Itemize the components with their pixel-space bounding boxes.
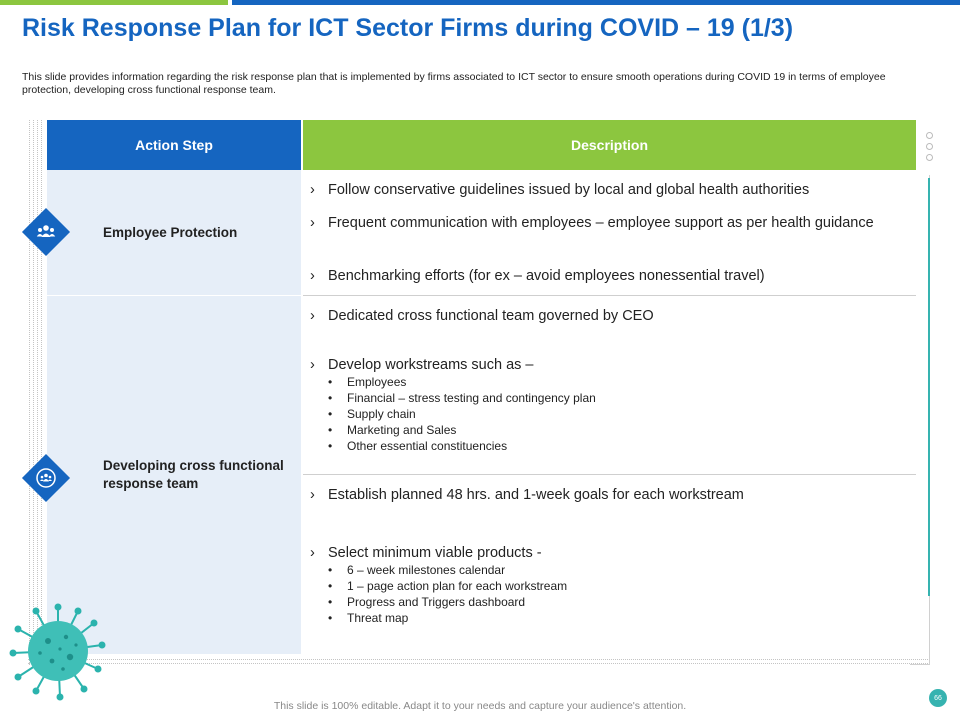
header-description: Description (303, 120, 916, 170)
accent-line (928, 178, 930, 596)
frame-line (28, 659, 928, 660)
decorative-circles (926, 132, 933, 165)
frame-line (41, 120, 42, 665)
row-divider (303, 295, 916, 296)
footer-note: This slide is 100% editable. Adapt it to your needs and capture your audience's attention. (273, 700, 687, 712)
team-circle-icon (34, 466, 58, 490)
page-title: Risk Response Plan for ICT Sector Firms during COVID – 19 (1/3) (22, 14, 794, 42)
sub-bullet: • Employees (328, 375, 407, 389)
frame-line (29, 120, 30, 665)
description-bullet: › Benchmarking efforts (for ex – avoid employees nonessential travel) (310, 268, 765, 284)
frame-line (37, 120, 38, 665)
top-accent-green (0, 0, 228, 5)
row-divider (303, 474, 916, 475)
frame-line (910, 664, 930, 665)
step-label-employee-protection: Employee Protection (103, 225, 238, 240)
sub-bullet: • Financial – stress testing and contingency plan (328, 391, 596, 405)
sub-bullet: • 6 – week milestones calendar (328, 563, 506, 577)
frame-line (28, 663, 928, 664)
frame-line (33, 120, 34, 665)
sub-bullet: • Marketing and Sales (328, 423, 457, 437)
sub-bullet: • 1 – page action plan for each workstream (328, 579, 568, 593)
top-accent-blue (232, 0, 960, 5)
people-icon (34, 220, 58, 244)
description-bullet: › Frequent communication with employees – employee support as per health guidance (310, 215, 874, 231)
description-bullet: › Dedicated cross functional team governed by CEO (310, 308, 654, 324)
description-bullet: › Follow conservative guidelines issued by local and global health authorities (310, 182, 810, 198)
description-bullet: › Develop workstreams such as – (310, 357, 534, 373)
sub-bullet: • Supply chain (328, 407, 416, 421)
page-number-badge: 66 (929, 689, 947, 707)
sub-bullet-list (328, 374, 596, 454)
sub-bullet: • Other essential constituencies (328, 439, 508, 453)
step-label-cross-functional-team: Developing cross functional response team (103, 458, 284, 491)
sub-bullet: • Threat map (328, 611, 409, 625)
sub-bullet-list (328, 562, 567, 626)
page-subtitle: This slide provides information regarding the risk response plan that is implemented by firms associated to ICT sector to ensure smooth operations during COVID 19 in terms of employee protection, developing cross functional response team. (22, 71, 886, 96)
virus-icon (8, 601, 108, 701)
description-bullet: › Select minimum viable products - (310, 545, 542, 561)
header-action-step: Action Step (47, 120, 301, 170)
sub-bullet: • Progress and Triggers dashboard (328, 595, 526, 609)
description-bullet: › Establish planned 48 hrs. and 1-week goals for each workstream (310, 487, 744, 503)
